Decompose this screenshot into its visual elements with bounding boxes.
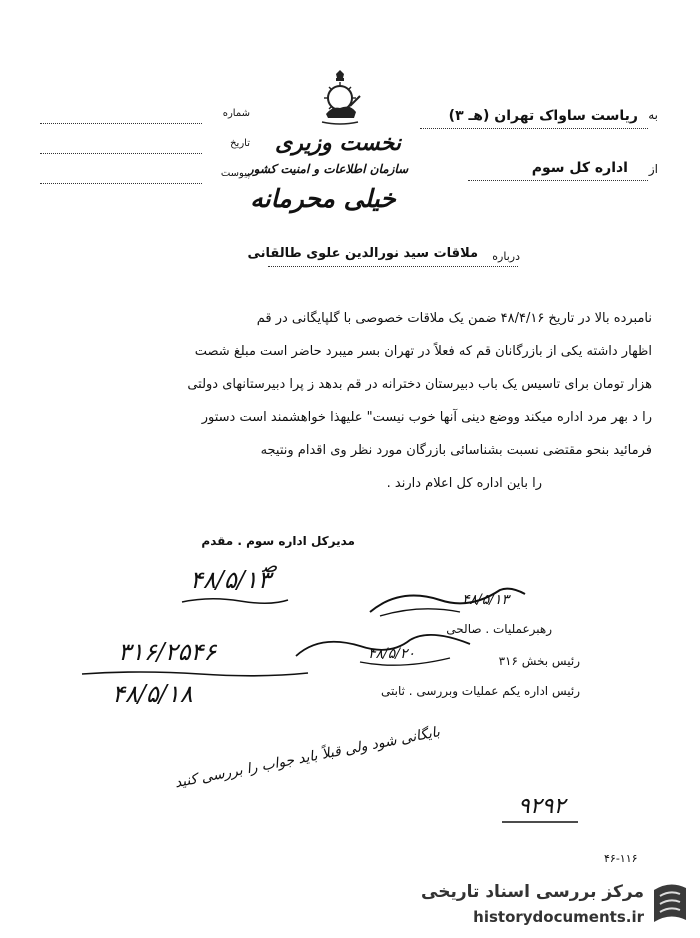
archive-underline-icon xyxy=(500,818,580,826)
body-line-1: نامبرده بالا در تاریخ ۴۸/۴/۱۶ ضمن یک ملاقات خصوصی با گلپایگانی در قم xyxy=(256,311,652,326)
watermark-url: historydocuments.ir xyxy=(473,908,644,926)
document-code: ۴۶-۱۱۶ xyxy=(604,852,638,865)
date-underline-scribble-icon xyxy=(180,596,290,606)
handwritten-reference-date: ۴۸/۵/۱۸ xyxy=(112,680,193,708)
to-rule xyxy=(420,128,648,129)
handwritten-date-sig1: ۴۸/۵/۱۳ xyxy=(462,592,510,608)
body-line-2: اظهار داشته یکی از بازرگانان قم که فعلاً در تهران بسر میبرد حاضر است مبلغ شصت xyxy=(194,344,652,359)
department-head-line: رئیس اداره یکم عملیات وبررسی . ثابتی xyxy=(380,684,580,698)
director-signature-line: مدیرکل اداره سوم . مقدم xyxy=(201,534,355,548)
section-head-line: رئیس بخش ۳۱۶ xyxy=(498,654,580,668)
field-attachment-line xyxy=(40,183,202,184)
lion-and-sun-emblem-icon xyxy=(310,68,370,128)
watermark-title: مرکز بررسی اسناد تاریخی xyxy=(421,882,644,902)
subject-rule xyxy=(268,266,518,267)
from-prefix: از xyxy=(648,162,658,176)
field-attachment xyxy=(40,168,250,188)
body-line-5: فرمائید بنحو مقتضی نسبت بشناسائی بازرگان مورد نظر وی اقدام ونتیجه xyxy=(260,443,652,458)
ministry-title: نخست وزیری xyxy=(275,130,401,156)
to-recipient: ریاست ساواک تهران (هـ ۳) xyxy=(448,108,638,124)
book-logo-icon xyxy=(648,880,692,926)
handwritten-archive-number: ۹۲۹۲ xyxy=(518,794,566,819)
classification-title: خیلی محرمانه xyxy=(250,184,396,213)
body-line-3: هزار تومان برای تاسیس یک باب دبیرستان دخترانه در قم بدهد ز پرا دبیرستانهای دولتی xyxy=(187,377,652,392)
subject-text: ملاقات سید نورالدین علوی طالقانی xyxy=(247,246,478,261)
handwritten-date-top: ۴۸/۵/۱۳ xyxy=(190,566,271,594)
reference-divider-line-icon xyxy=(80,668,310,680)
field-date xyxy=(40,138,250,158)
from-rule xyxy=(468,180,648,181)
handwritten-note: بایگانی شود ولی قبلاً باید جواب را بررسی کنید xyxy=(173,724,442,792)
body-line-6: را باین اداره کل اعلام دارند . xyxy=(386,476,542,491)
field-number xyxy=(40,108,250,128)
director-initial-mark: ﺻ xyxy=(262,556,278,577)
subject-prefix: درباره xyxy=(492,250,520,263)
to-prefix: به xyxy=(648,108,658,122)
field-date-line xyxy=(40,153,202,154)
letter-body xyxy=(42,302,652,500)
body-line-4: را د بهر مرد اداره میکند ووضع دینی آنها خوب نیست" علیهذا خواهشمند است دستور xyxy=(201,410,652,425)
organization-title: سازمان اطلاعات و امنیت کشور xyxy=(247,162,409,176)
handwritten-date-sig2: ۴۸/۵/۲۰ xyxy=(368,646,416,662)
operations-lead-line: رهبرعملیات . صالحی xyxy=(446,622,552,636)
archive-watermark xyxy=(420,876,692,932)
handwritten-reference-number: ۳۱۶/۲۵۴۶ xyxy=(118,638,217,666)
field-number-line xyxy=(40,123,202,124)
from-sender: اداره کل سوم xyxy=(531,160,628,176)
field-date-label: تاریخ xyxy=(230,138,250,149)
field-number-label: شماره xyxy=(222,108,250,119)
field-attachment-label: پیوست xyxy=(220,168,250,179)
